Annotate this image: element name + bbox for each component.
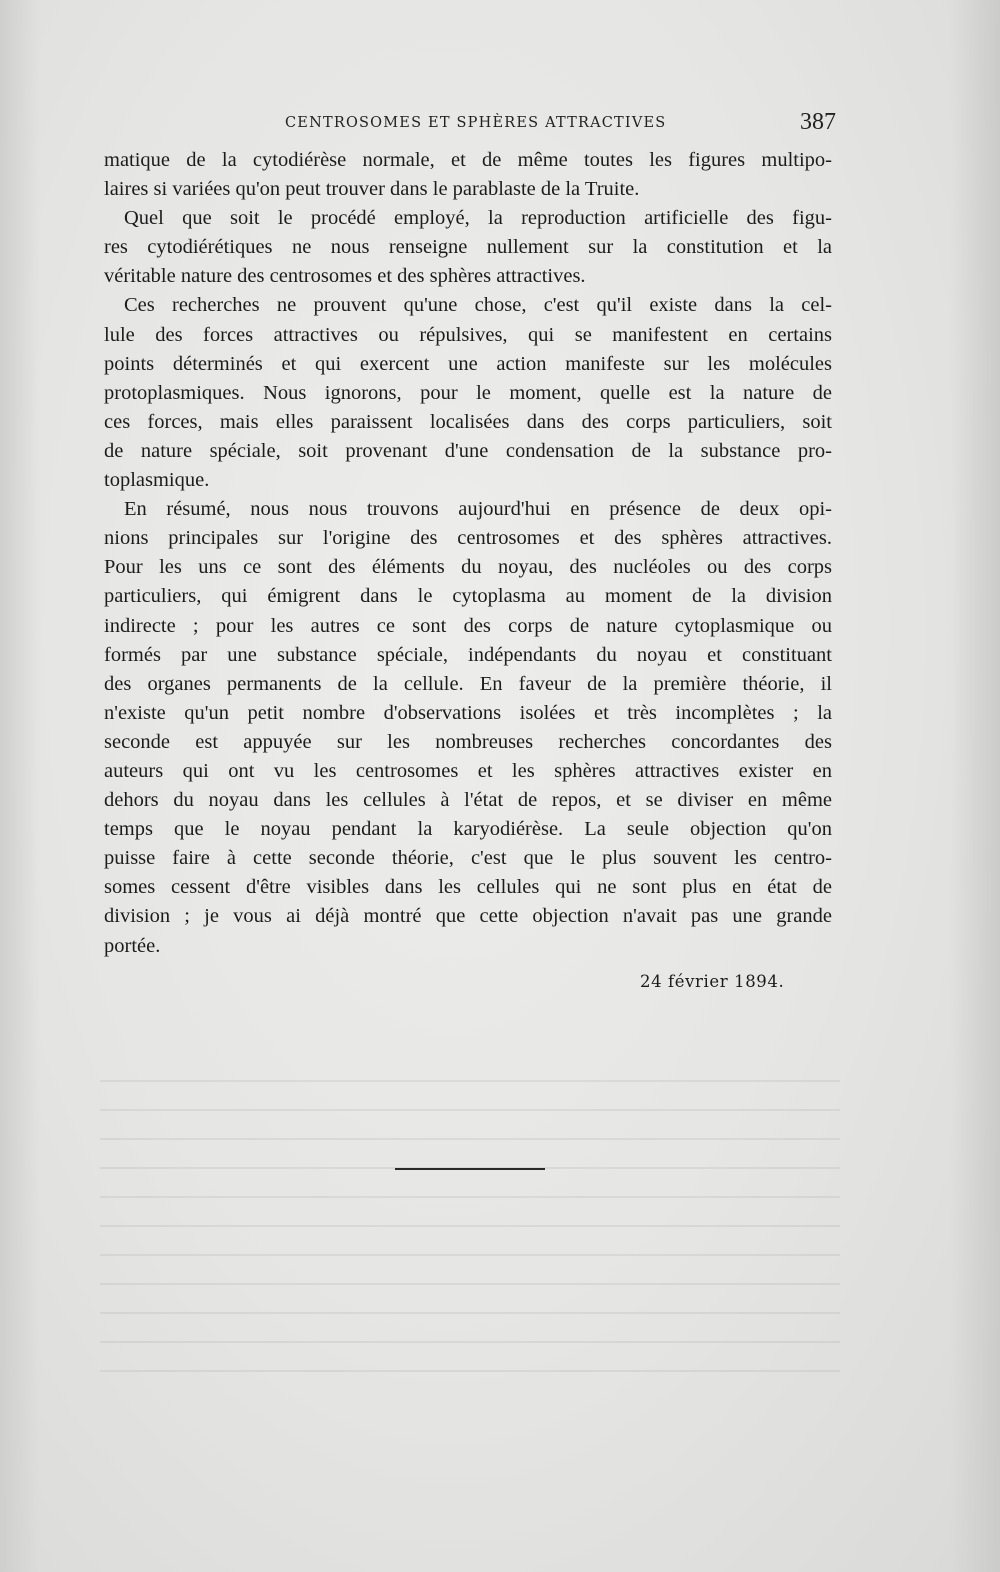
- page-number: 387: [800, 109, 836, 135]
- text-line: toplasmique.: [104, 469, 210, 492]
- text-line: seconde est appuyée sur les nombreuses recherches concordantes des: [104, 730, 832, 753]
- text-line: de nature spéciale, soit provenant d'une condensation de la substance pro-: [104, 439, 832, 462]
- page-gutter-shadow: [0, 0, 40, 1572]
- text-line: nions principales sur l'origine des centrosomes et des sphères attractives.: [104, 527, 832, 550]
- section-divider: [395, 1168, 545, 1170]
- text-line: auteurs qui ont vu les centrosomes et les sphères attractives exister en: [104, 759, 832, 782]
- text-line: dehors du noyau dans les cellules à l'état de repos, et se diviser en même: [104, 789, 832, 812]
- body-text: [104, 146, 832, 961]
- text-line: points déterminés et qui exercent une action manifeste sur les molécules: [104, 352, 832, 375]
- text-line: puisse faire à cette seconde théorie, c'est que le plus souvent les centro-: [104, 847, 832, 870]
- text-line: véritable nature des centrosomes et des sphères attractives.: [104, 265, 586, 288]
- text-line: protoplasmiques. Nous ignorons, pour le moment, quelle est la nature de: [104, 381, 832, 404]
- text-line: lule des forces attractives ou répulsives, qui se manifestent en certains: [104, 323, 832, 346]
- text-line: matique de la cytodiérèse normale, et de même toutes les figures multipo-: [104, 149, 832, 171]
- text-line: Pour les uns ce sont des éléments du noyau, des nucléoles ou des corps: [104, 556, 832, 579]
- bleed-through-text: [100, 1080, 840, 1380]
- page-header: [100, 109, 836, 139]
- text-line: formés par une substance spéciale, indépendants du noyau et constituant: [104, 643, 832, 666]
- text-line: En résumé, nous nous trouvons aujourd'hui en présence de deux opi-: [124, 498, 832, 521]
- text-line: somes cessent d'être visibles dans les cellules qui ne sont plus en état de: [104, 876, 832, 899]
- text-line: n'existe qu'un petit nombre d'observations isolées et très incomplètes ; la: [104, 701, 832, 724]
- running-title: CENTROSOMES ET SPHÈRES ATTRACTIVES: [285, 115, 667, 131]
- text-line: Quel que soit le procédé employé, la reproduction artificielle des figu-: [124, 207, 832, 230]
- signature-date: 24 février 1894.: [640, 972, 785, 991]
- text-line: des organes permanents de la cellule. En faveur de la première théorie, il: [104, 672, 832, 695]
- text-line: temps que le noyau pendant la karyodiérèse. La seule objection qu'on: [104, 818, 832, 841]
- text-line: portée.: [104, 934, 161, 957]
- text-line: indirecte ; pour les autres ce sont des corps de nature cytoplasmique ou: [104, 614, 832, 637]
- text-line: Ces recherches ne prouvent qu'une chose, c'est qu'il existe dans la cel-: [124, 294, 832, 317]
- text-line: laires si variées qu'on peut trouver dans le parablaste de la Truite.: [104, 178, 640, 201]
- text-line: particuliers, qui émigrent dans le cytoplasma au moment de la division: [104, 585, 832, 608]
- text-line: res cytodiérétiques ne nous renseigne nullement sur la constitution et la: [104, 236, 832, 259]
- text-line: division ; je vous ai déjà montré que cette objection n'avait pas une grande: [104, 905, 832, 928]
- text-line: ces forces, mais elles paraissent localisées dans des corps particuliers, soit: [104, 410, 832, 433]
- page-edge-shadow: [950, 0, 1000, 1572]
